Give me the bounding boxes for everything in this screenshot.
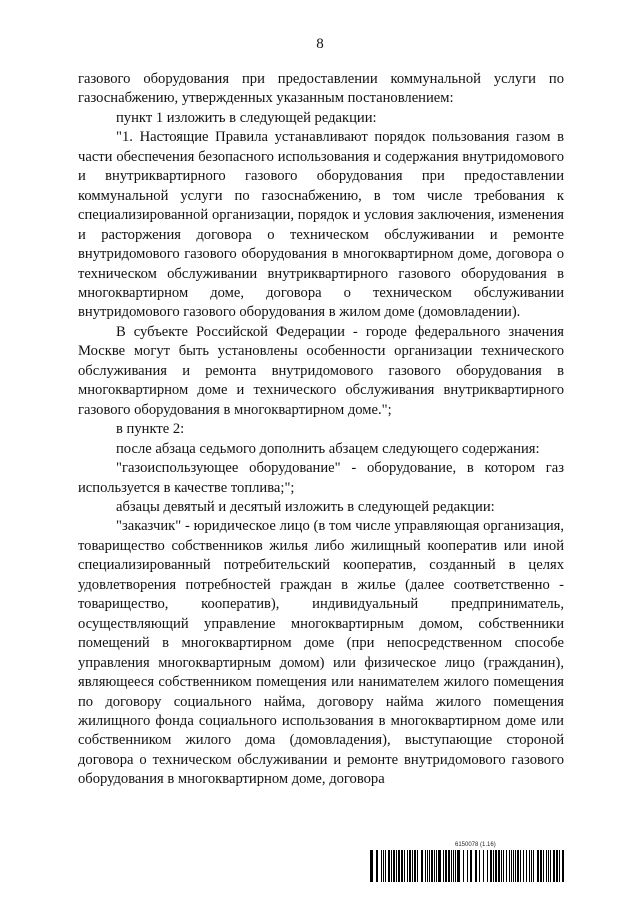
paragraph-ninth-tenth: абзацы девятый и десятый изложить в следующей редакции:	[116, 498, 495, 515]
document-code: 6150078 (1.16)	[455, 842, 496, 848]
barcode-image	[370, 850, 566, 882]
paragraph-gas-equipment-definition: "газоиспользующее оборудование" - оборудование, в котором газ используется в качестве топлива;";	[78, 460, 564, 496]
paragraph-instruction-point-1: пункт 1 изложить в следующей редакции:	[116, 109, 377, 126]
page-number: 8	[316, 36, 324, 52]
paragraph-rules-scope: "1. Настоящие Правила устанавливают порядок пользования газом в части обеспечения безопасного использования и содержания внутридомового и внутриквартирного газового оборудования при предоставлении коммунальной услуги по газоснабжению, в том числе требования к специализированной организации, порядок и условия заключения, изменения и расторжения договора о техническом обслуживании и ремонте внутридомового газового оборудования в многоквартирном доме, договора о техническом обслуживании внутриквартирного газового оборудования в многоквартирном доме, договора о техническом обслуживании внутридомового газового оборудования в жилом доме (домовладении).	[78, 129, 564, 321]
paragraph-moscow-specifics: В субъекте Российской Федерации - городе федерального значения Москве могут быть установлены особенности организации технического обслуживания и ремонта внутридомового газового оборудования в многоквартирном доме и технического обслуживания внутриквартирного газового оборудования в многоквартирном доме.";	[78, 323, 564, 418]
paragraph-after-seventh: после абзаца седьмого дополнить абзацем следующего содержания:	[116, 440, 540, 457]
paragraph-continuation: газового оборудования при предоставлении коммунальной услуги по газоснабжению, утвержденных указанным постановлением:	[78, 71, 564, 107]
paragraph-instruction-point-2: в пункте 2:	[116, 421, 185, 438]
document-body	[78, 70, 564, 790]
paragraph-customer-definition: "заказчик" - юридическое лицо (в том числе управляющая организация, товарищество собственников жилья либо жилищный кооператив или иной специализированный потребительский кооператив, созданный в целях удовлетворения потребностей граждан в жилье (далее соответственно - товарищество, кооператив), индивидуальный предприниматель, осуществляющий управление многоквартирным домом, собственники помещений в многоквартирном доме (при непосредственном способе управления многоквартирным домом) или физическое лицо (гражданин), являющееся собственником помещения или нанимателем жилого помещения по договору социального найма, договору найма жилого помещения жилищного фонда социального использования в многоквартирном доме или собственником жилого дома (домовладения), выступающие стороной договора о техническом обслуживании и ремонте внутридомового газового оборудования в многоквартирном доме, договора	[78, 518, 564, 788]
